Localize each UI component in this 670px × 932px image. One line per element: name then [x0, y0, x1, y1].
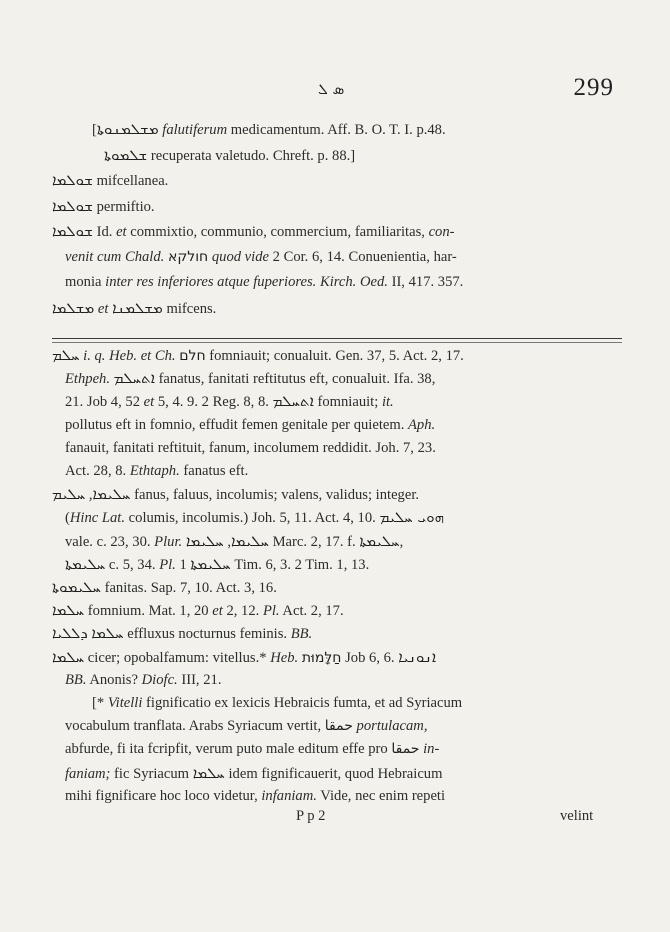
italic-text: Ethtaph. — [129, 463, 180, 479]
entry-text: mifcellanea. — [92, 173, 169, 189]
entry-text: Act. 2, 17. — [279, 603, 344, 620]
entry-text: fic Syriacum — [110, 765, 193, 782]
syriac-word: ܚܠܝܡ — [52, 485, 86, 504]
entry-text: fomniauit; — [313, 394, 382, 411]
italic-text: BB. — [65, 671, 87, 688]
italic-text: falutiferum — [162, 122, 228, 138]
main-line — [65, 553, 369, 576]
entry-text: fomnium. Mat. 1, 20 — [84, 603, 213, 620]
entry-text: Act. 28, 8. — [65, 463, 130, 479]
entry-text: 21. Job 4, 52 — [65, 394, 144, 411]
main-line — [52, 599, 344, 622]
italic-text: Heb. — [270, 649, 299, 666]
entry-text: ( — [65, 510, 70, 527]
entry-text: [ — [92, 122, 97, 138]
page-header — [0, 72, 670, 112]
syriac-word: ܐܢܘܢܝܐ — [398, 647, 437, 666]
entry-text: Id. — [92, 224, 117, 240]
main-line — [65, 530, 403, 553]
italic-text: i. q. Heb. et Ch. — [83, 348, 176, 364]
entry-text: fanus, faluus, incolumis; valens, validus; integer. — [130, 487, 420, 504]
top-line — [104, 144, 355, 167]
entry-text: Job 6, 6. — [341, 649, 399, 666]
entry-text: [* — [92, 695, 108, 711]
entry-text: effluxus nocturnus feminis. — [123, 626, 291, 643]
italic-text: et — [143, 394, 155, 411]
syriac-word: ܚܠܝܡܐ — [185, 531, 224, 550]
italic-text: Vitelli — [107, 695, 143, 711]
entry-text: permiftio. — [92, 198, 155, 215]
main-line — [52, 344, 464, 367]
main-line — [65, 460, 248, 482]
entry-text: Anonis? — [86, 671, 142, 688]
syriac-word: ܚܠܡ — [52, 346, 80, 364]
italic-text: in- — [423, 741, 440, 758]
syriac-word: ܚܠܝܡܬܐ — [65, 554, 106, 573]
entry-text: fanatus eft. — [179, 463, 249, 479]
italic-text: Pl. — [159, 556, 176, 573]
hebrew-word: חולקא — [167, 248, 209, 265]
top-line — [65, 246, 457, 268]
main-line — [65, 367, 435, 390]
syriac-word: ܚܠܡܐ — [52, 601, 85, 620]
italic-text: faniam; — [65, 765, 111, 782]
top-line — [52, 297, 216, 320]
top-line — [65, 271, 463, 293]
italic-text: quod vide — [211, 248, 269, 265]
italic-text: BB. — [290, 626, 313, 643]
italic-text: inter res inferiores atque fuperiores. Kirch. Oed. — [105, 274, 388, 290]
entry-text: fanatus, fanitati reftitutus eft, conualuit. Ifa. 38, — [154, 371, 436, 388]
signature-mark: P p 2 — [296, 808, 326, 824]
italic-text: Diofc. — [141, 671, 178, 688]
italic-text: et — [212, 603, 223, 620]
syriac-word: ܚܠܡܐ — [52, 647, 85, 666]
italic-text: venit cum Chald. — [65, 248, 165, 265]
entry-text: Marc. 2, 17. f. — [268, 533, 360, 550]
italic-text: et — [116, 224, 127, 240]
main-line — [65, 390, 394, 413]
top-line — [52, 195, 155, 218]
syriac-word: ܚܠܝܡܬܐ — [190, 554, 231, 573]
entry-text: fanauit, fanitati reftituit, fanum, incolumem reddidit. Joh. 7, 23. — [65, 439, 436, 456]
entry-text: , — [85, 487, 93, 504]
entry-text: monia — [65, 274, 106, 290]
syriac-word: ܫܘܠܡܐ — [52, 222, 93, 240]
italic-text: it. — [381, 394, 394, 411]
entry-text: vale. c. 23, 30. — [65, 533, 155, 550]
italic-text: et — [97, 300, 109, 317]
entry-text: , — [399, 533, 404, 550]
main-line — [65, 738, 439, 760]
main-line — [65, 762, 442, 785]
syriac-word: ܐܬܚܠܡ — [272, 392, 314, 411]
hebrew-word: חלם — [179, 348, 206, 364]
main-line — [65, 785, 445, 807]
main-line — [65, 669, 221, 691]
catchword: velint — [560, 808, 594, 824]
entry-text: Vide, nec enim repeti — [316, 787, 446, 804]
syriac-word: ܡܫܠܡܐ — [52, 298, 95, 317]
entry-text: abfurde, fi ita fcripfit, verum puto male editum effe pro — [65, 741, 392, 758]
page-number: 299 — [573, 74, 614, 101]
main-line — [65, 506, 444, 529]
entry-text: cicer; opobalfamum: vitellus.* — [84, 649, 271, 666]
running-head: ܣ ܠ — [318, 80, 345, 98]
syriac-word: ܚܠܝܡܘܬܐ — [52, 578, 101, 596]
top-line — [52, 220, 455, 243]
italic-text: Plur. — [154, 533, 183, 550]
italic-text: portulacam, — [356, 718, 428, 735]
italic-text: Ethpeh. — [65, 371, 110, 388]
arabic-word: حمقا — [324, 718, 353, 735]
syriac-word: ܗܘܝ ܚܠܝܡ — [379, 508, 444, 527]
syriac-word: ܚܠܝܡܐ — [231, 531, 269, 550]
entry-text: commixtio, communio, commercium, familiaritas, — [126, 224, 429, 240]
main-line — [52, 576, 277, 599]
main-line — [52, 483, 419, 506]
entry-text: idem fignificauerit, quod Hebraicum — [224, 765, 443, 782]
entry-text: 5, 4. 9. 2 Reg. 8, 8. — [154, 394, 273, 411]
entry-text: 1 Tim. 6, 3. 2 Tim. 1, 13. — [179, 556, 370, 573]
syriac-word: ܚܠܡܐ — [192, 763, 225, 782]
entry-text: medicamentum. Aff. B. O. T. I. p.48. — [227, 122, 446, 138]
arabic-word: حمقا — [391, 741, 420, 758]
hebrew-word: חַלָּמוּת — [301, 649, 342, 666]
entry-text: vocabulum tranflata. Arabs Syriacum vertit, — [65, 718, 325, 735]
top-line — [92, 118, 446, 141]
entry-text: pollutus eft in fomnio, effudit femen genitale per quietem. — [65, 416, 408, 433]
syriac-word: ܚܠܡܐ — [91, 624, 124, 643]
entry-text: fomniauit; conualuit. Gen. 37, 5. Act. 2, 17. — [205, 348, 464, 364]
main-line — [52, 622, 312, 645]
italic-text: Pl. — [262, 603, 280, 620]
italic-text: Aph. — [408, 416, 436, 433]
section-rule-thin — [52, 342, 622, 343]
syriac-word: ܚܠܝܡܐ — [92, 485, 131, 504]
entry-text: recuperata valetudo. Chreft. p. 88.] — [147, 147, 356, 164]
entry-text: fanitas. Sap. 7, 10. Act. 3, 16. — [100, 580, 277, 596]
entry-text: mihi fignificare hoc loco videtur, — [65, 787, 262, 804]
entry-text: 2 Cor. 6, 14. Conuenientia, har- — [269, 248, 457, 265]
main-line — [65, 437, 436, 459]
entry-text: II, 417. 357. — [387, 274, 464, 290]
italic-text: Hinc Lat. — [69, 510, 126, 527]
syriac-word: ܫܠܡܘܬܐ — [104, 145, 148, 164]
entry-text: , — [223, 533, 232, 550]
main-line — [65, 414, 435, 436]
syriac-word: ܡܫܠܡܢܘܬܐ — [96, 120, 159, 138]
italic-text: con- — [428, 224, 455, 240]
top-line — [52, 169, 168, 192]
entry-text: c. 5, 34. — [105, 556, 160, 573]
syriac-word: ܡܫܠܡܢܐ — [112, 298, 163, 317]
entry-text: columis, incolumis.) Joh. 5, 11. Act. 4, 10. — [125, 510, 380, 527]
syriac-word: ܫܘܠܡܐ — [52, 171, 93, 189]
syriac-word: ܚܠܝܡܬܐ — [359, 531, 400, 550]
italic-text: infaniam. — [261, 787, 317, 804]
syriac-word: ܐܬܚܠܡ — [113, 369, 155, 388]
entry-text: mifcens. — [162, 300, 217, 317]
main-line — [65, 715, 428, 737]
syriac-word: ܕܠܠܝܐ — [52, 624, 88, 643]
entry-text: fignificatio ex lexicis Hebraicis fumta, et ad Syriacum — [142, 695, 463, 711]
syriac-word: ܫܘܠܡܐ — [52, 196, 93, 215]
main-line — [92, 692, 462, 714]
entry-text: III, 21. — [177, 671, 222, 688]
section-rule — [52, 338, 622, 339]
entry-text: 2, 12. — [222, 603, 263, 620]
main-line — [52, 646, 436, 669]
